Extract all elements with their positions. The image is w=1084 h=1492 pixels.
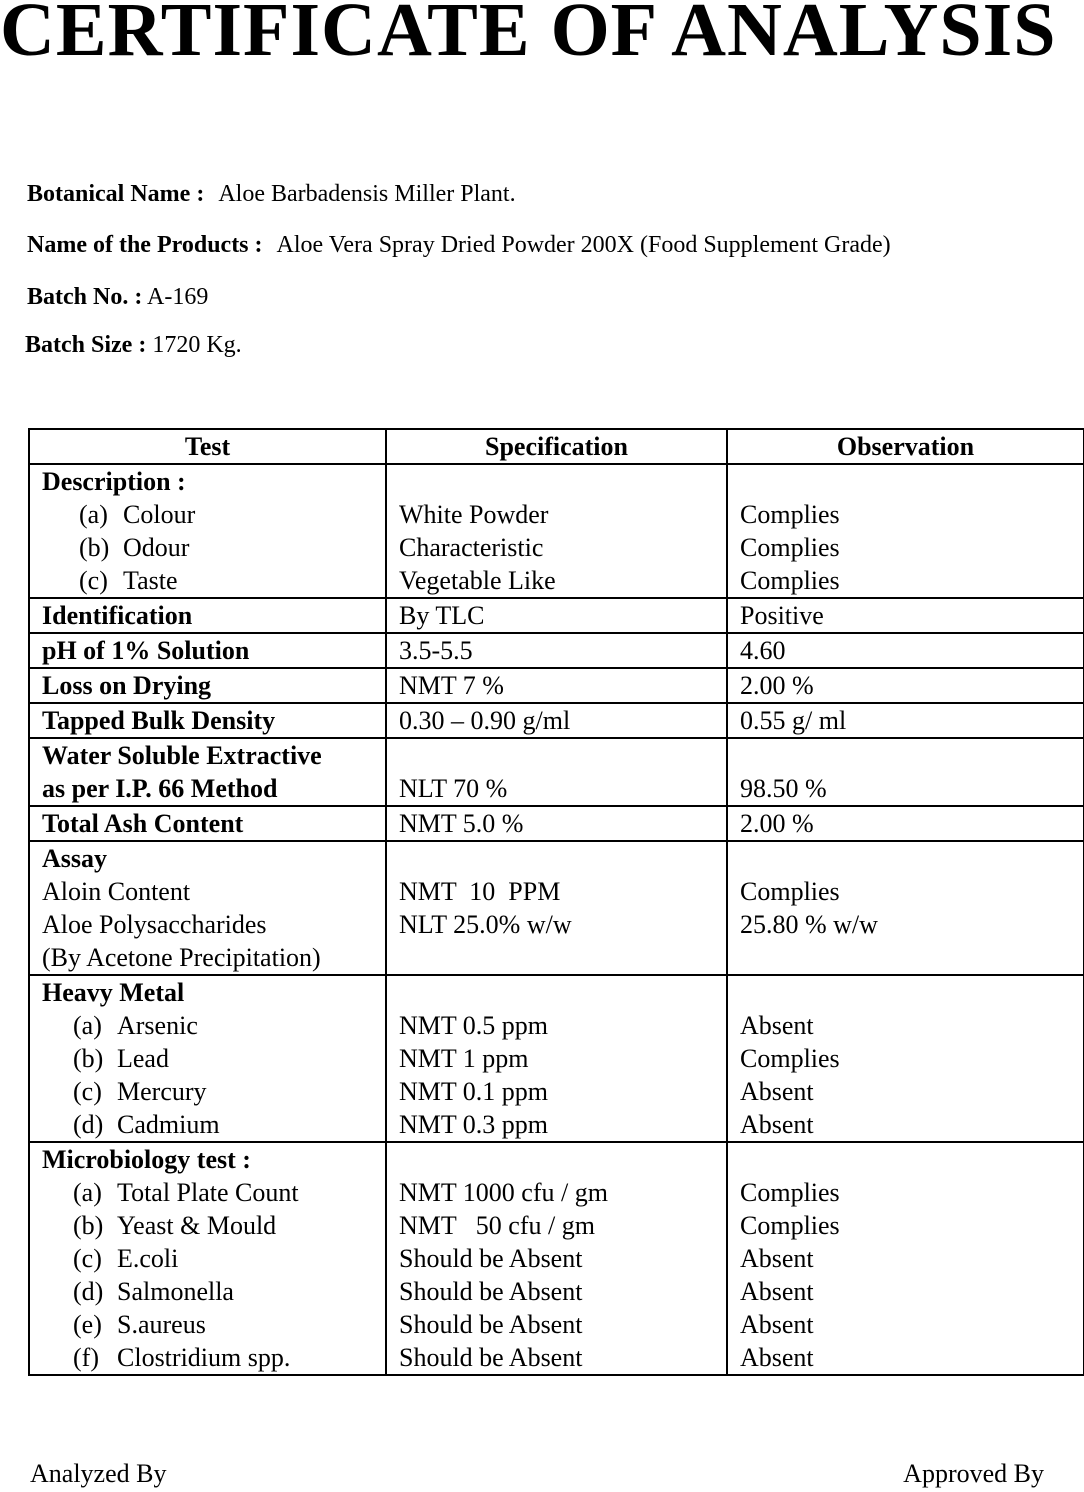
table-row-water-soluble-extractive (29, 738, 1084, 806)
observation-value: 0.55 g/ ml (727, 703, 1084, 738)
batch-number (27, 283, 208, 311)
spec-value: Should be Absent (399, 1277, 583, 1306)
observation-value: Absent (740, 1343, 814, 1372)
test-name: Identification (29, 598, 386, 633)
analysis-table (28, 428, 1084, 1376)
heavy-metal-item: (c) Mercury (73, 1077, 207, 1106)
table-row-microbiology (29, 1142, 1084, 1375)
spec-value: NLT 70 % (399, 774, 508, 803)
spec-value: NMT 10 PPM (399, 877, 561, 906)
observation-value: 98.50 % (740, 774, 827, 803)
test-name: Water Soluble Extractive (42, 741, 322, 770)
observation-value: Absent (740, 1244, 814, 1273)
approved-by: Approved By (903, 1459, 1044, 1488)
table-row-ph (29, 633, 1084, 668)
test-name: Loss on Drying (29, 668, 386, 703)
spec-value: White Powder (399, 500, 549, 529)
header-observation: Observation (727, 429, 1084, 464)
header-test: Test (29, 429, 386, 464)
table-row-heavy-metal (29, 975, 1084, 1142)
spec-value: Should be Absent (399, 1343, 583, 1372)
observation-value: Complies (740, 500, 840, 529)
description-item: (a) Colour (79, 500, 196, 529)
spec-value: NMT 1000 cfu / gm (399, 1178, 608, 1207)
spec-value: 0.30 – 0.90 g/ml (386, 703, 727, 738)
spec-value: NMT 5.0 % (386, 806, 727, 841)
microbiology-title: Microbiology test : (42, 1145, 251, 1174)
observation-value: Positive (727, 598, 1084, 633)
spec-value: NMT 0.1 ppm (399, 1077, 549, 1106)
observation-value: 4.60 (727, 633, 1084, 668)
heavy-metal-item: (a) Arsenic (73, 1011, 198, 1040)
microbiology-item: (c) E.coli (73, 1244, 179, 1273)
batch-number-label: Batch No. : (27, 284, 143, 310)
observation-value: 2.00 % (727, 668, 1084, 703)
observation-value: Absent (740, 1077, 814, 1106)
table-row-description (29, 464, 1084, 598)
table-row-total-ash (29, 806, 1084, 841)
assay-item: Aloe Polysaccharides (42, 910, 267, 939)
table-row-assay (29, 841, 1084, 975)
table-row-loss-on-drying (29, 668, 1084, 703)
description-title: Description : (42, 467, 186, 496)
microbiology-item: (b) Yeast & Mould (73, 1211, 277, 1240)
microbiology-item: (e) S.aureus (73, 1310, 206, 1339)
observation-value: Absent (740, 1277, 814, 1306)
batch-size-value: 1720 Kg. (152, 332, 242, 358)
botanical-name (27, 180, 516, 208)
assay-item: Aloin Content (42, 877, 191, 906)
observation-value: Complies (740, 877, 840, 906)
product-name (27, 231, 891, 259)
description-item: (b) Odour (79, 533, 190, 562)
page-title: CERTIFICATE OF ANALYSIS (0, 0, 1057, 72)
header-specification: Specification (386, 429, 727, 464)
observation-value: Absent (740, 1011, 814, 1040)
spec-value: Vegetable Like (399, 566, 556, 595)
test-name: Tapped Bulk Density (29, 703, 386, 738)
test-name-method: as per I.P. 66 Method (42, 774, 278, 803)
table-row-tapped-bulk-density (29, 703, 1084, 738)
microbiology-item: (f) Clostridium spp. (73, 1343, 291, 1372)
observation-value: Complies (740, 1211, 840, 1240)
test-name: Total Ash Content (29, 806, 386, 841)
product-name-value: Aloe Vera Spray Dried Powder 200X (Food Supplement Grade) (276, 232, 891, 258)
test-name: pH of 1% Solution (29, 633, 386, 668)
spec-value: Characteristic (399, 533, 544, 562)
table-row-identification (29, 598, 1084, 633)
spec-value: NMT 0.3 ppm (399, 1110, 549, 1139)
batch-number-value: A-169 (147, 284, 209, 310)
description-item: (c) Taste (79, 566, 178, 595)
assay-title: Assay (42, 844, 108, 873)
observation-value: 2.00 % (727, 806, 1084, 841)
observation-value: Complies (740, 1178, 840, 1207)
observation-value: Absent (740, 1110, 814, 1139)
observation-value: Complies (740, 566, 840, 595)
botanical-name-label: Botanical Name : (27, 181, 205, 207)
spec-value: Should be Absent (399, 1244, 583, 1273)
botanical-name-value: Aloe Barbadensis Miller Plant. (218, 181, 516, 207)
microbiology-item: (a) Total Plate Count (73, 1178, 299, 1207)
observation-value: Absent (740, 1310, 814, 1339)
product-name-label: Name of the Products : (27, 232, 263, 258)
spec-value: NMT 50 cfu / gm (399, 1211, 595, 1240)
batch-size-label: Batch Size : (25, 332, 147, 358)
heavy-metal-item: (b) Lead (73, 1044, 169, 1073)
analyzed-by: Analyzed By (30, 1459, 167, 1488)
observation-value: Complies (740, 1044, 840, 1073)
spec-value: NMT 1 ppm (399, 1044, 529, 1073)
spec-value: By TLC (386, 598, 727, 633)
batch-size (25, 331, 242, 359)
spec-value: NLT 25.0% w/w (399, 910, 572, 939)
observation-value: 25.80 % w/w (740, 910, 878, 939)
assay-note: (By Acetone Precipitation) (42, 943, 321, 972)
microbiology-item: (d) Salmonella (73, 1277, 234, 1306)
heavy-metal-item: (d) Cadmium (73, 1110, 220, 1139)
heavy-metal-title: Heavy Metal (42, 978, 185, 1007)
spec-value: Should be Absent (399, 1310, 583, 1339)
observation-value: Complies (740, 533, 840, 562)
spec-value: NMT 7 % (386, 668, 727, 703)
spec-value: 3.5-5.5 (386, 633, 727, 668)
table-header-row (29, 429, 1084, 464)
spec-value: NMT 0.5 ppm (399, 1011, 549, 1040)
